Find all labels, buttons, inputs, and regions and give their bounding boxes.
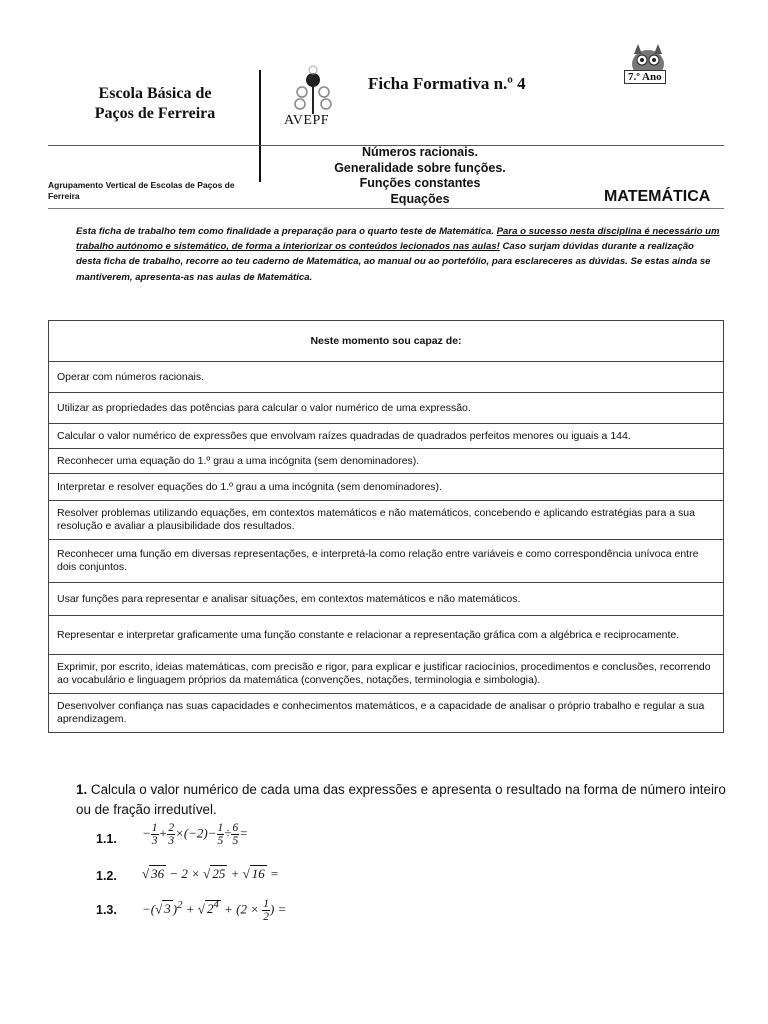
intro-paragraph	[76, 224, 720, 285]
subquestion-label: 1.1.	[96, 832, 117, 846]
subquestion-label: 1.2.	[96, 869, 117, 883]
capability-row: Reconhecer uma equação do 1.º grau a uma incógnita (sem denominadores).	[49, 449, 724, 474]
topic-item: Funções constantes	[359, 176, 481, 190]
header-bottom-rule	[48, 208, 724, 209]
capability-row: Operar com números racionais.	[49, 362, 724, 393]
topics-list	[300, 145, 540, 207]
intro-text: Esta ficha de trabalho tem como finalidade a preparação para o quarto teste de Matemática.	[76, 226, 497, 237]
logo-text: AVEPF	[284, 113, 330, 128]
header-divider	[259, 70, 261, 182]
subject-name: MATEMÁTICA	[604, 188, 711, 205]
capabilities-header: Neste momento sou capaz de:	[49, 321, 724, 362]
capability-row: Resolver problemas utilizando equações, em contextos matemáticos e não matemáticos, concebendo e aplicando estratégias para a sua resolução e avaliar a plausibilidade dos resultados.	[49, 501, 724, 540]
topic-item: Generalidade sobre funções.	[334, 160, 506, 175]
question-1	[76, 780, 736, 820]
worksheet-title: Ficha Formativa n.º 4	[368, 74, 526, 93]
subquestion-label: 1.3.	[96, 903, 117, 917]
capability-row: Utilizar as propriedades das potências para calcular o valor numérico de uma expressão.	[49, 393, 724, 424]
capability-row: Reconhecer uma função em diversas representações, e interpretá-la como relação entre variáveis e como correspondência unívoca entre dois conjuntos.	[49, 540, 724, 583]
expression-1-1: − $\frac{1}{3}$ + $\frac{2}{3}$ ×(−2)− $\frac{1}{5}$ ÷ $\frac{6}{5}$ =	[142, 822, 248, 847]
capability-row: Desenvolver confiança nas suas capacidades e conhecimentos matemáticos, e a capacidade de analisar o próprio trabalho e regular a sua aprendizagem.	[49, 694, 724, 733]
question-text: Calcula o valor numérico de cada uma das expressões e apresenta o resultado na forma de número inteiro ou de fração irredutível.	[76, 782, 726, 817]
capability-row: Calcular o valor numérico de expressões que envolvam raízes quadradas de quadrados perfeitos menores ou iguais a 144.	[49, 424, 724, 449]
expression-1-3: −(√ 3 )$^2$ + √ $2^4 + (2$ × $\frac{1}{2}$ ) =	[142, 898, 287, 923]
capability-row: Usar funções para representar e analisar situações, em contextos matemáticos e não matemáticos.	[49, 583, 724, 616]
owl-mascot-icon	[620, 42, 676, 92]
capabilities-table	[48, 320, 724, 733]
agrupamento-name: Agrupamento Vertical de Escolas de Paços de Ferreira	[48, 180, 235, 201]
capability-row: Interpretar e resolver equações do 1.º grau a uma incógnita (sem denominadores).	[49, 474, 724, 501]
school-name-line2: Paços de Ferreira	[94, 105, 216, 122]
intro-emphasis: Para o sucesso nesta disciplina é necessário um trabalho autónomo e sistemático, de forma a interiorizar os conteúdos lecionados nas aulas!	[76, 226, 720, 253]
school-name	[60, 84, 250, 124]
topic-item: Equações	[390, 191, 450, 206]
capability-row: Exprimir, por escrito, ideias matemáticas, com precisão e rigor, para explicar e justificar raciocínios, procedimentos e conclusões, recorrendo ao vocabulário e linguagem próprios da matemática (convenções, notações, terminologia e simbologia).	[49, 655, 724, 694]
question-number: 1.	[76, 782, 88, 797]
intro-text-continued: Caso surjam dúvidas durante a realização desta ficha de trabalho, recorre ao teu caderno de Matemática, ao manual ou ao portefólio, para esclareceres as dúvidas. Se estas ainda se mantiverem, apresenta-as nas aulas de Matemática.	[76, 241, 711, 283]
expression-1-2: √ 36 − 2 × √ 25 + √ 16 =	[142, 866, 279, 881]
capability-row: Representar e interpretar graficamente uma função constante e relacionar a representação gráfica com a algébrica e reciprocamente.	[49, 616, 724, 655]
grade-badge: 7.º Ano	[624, 70, 666, 84]
school-name-line1: Escola Básica de	[98, 85, 212, 102]
topic-item: Números racionais.	[361, 145, 478, 159]
